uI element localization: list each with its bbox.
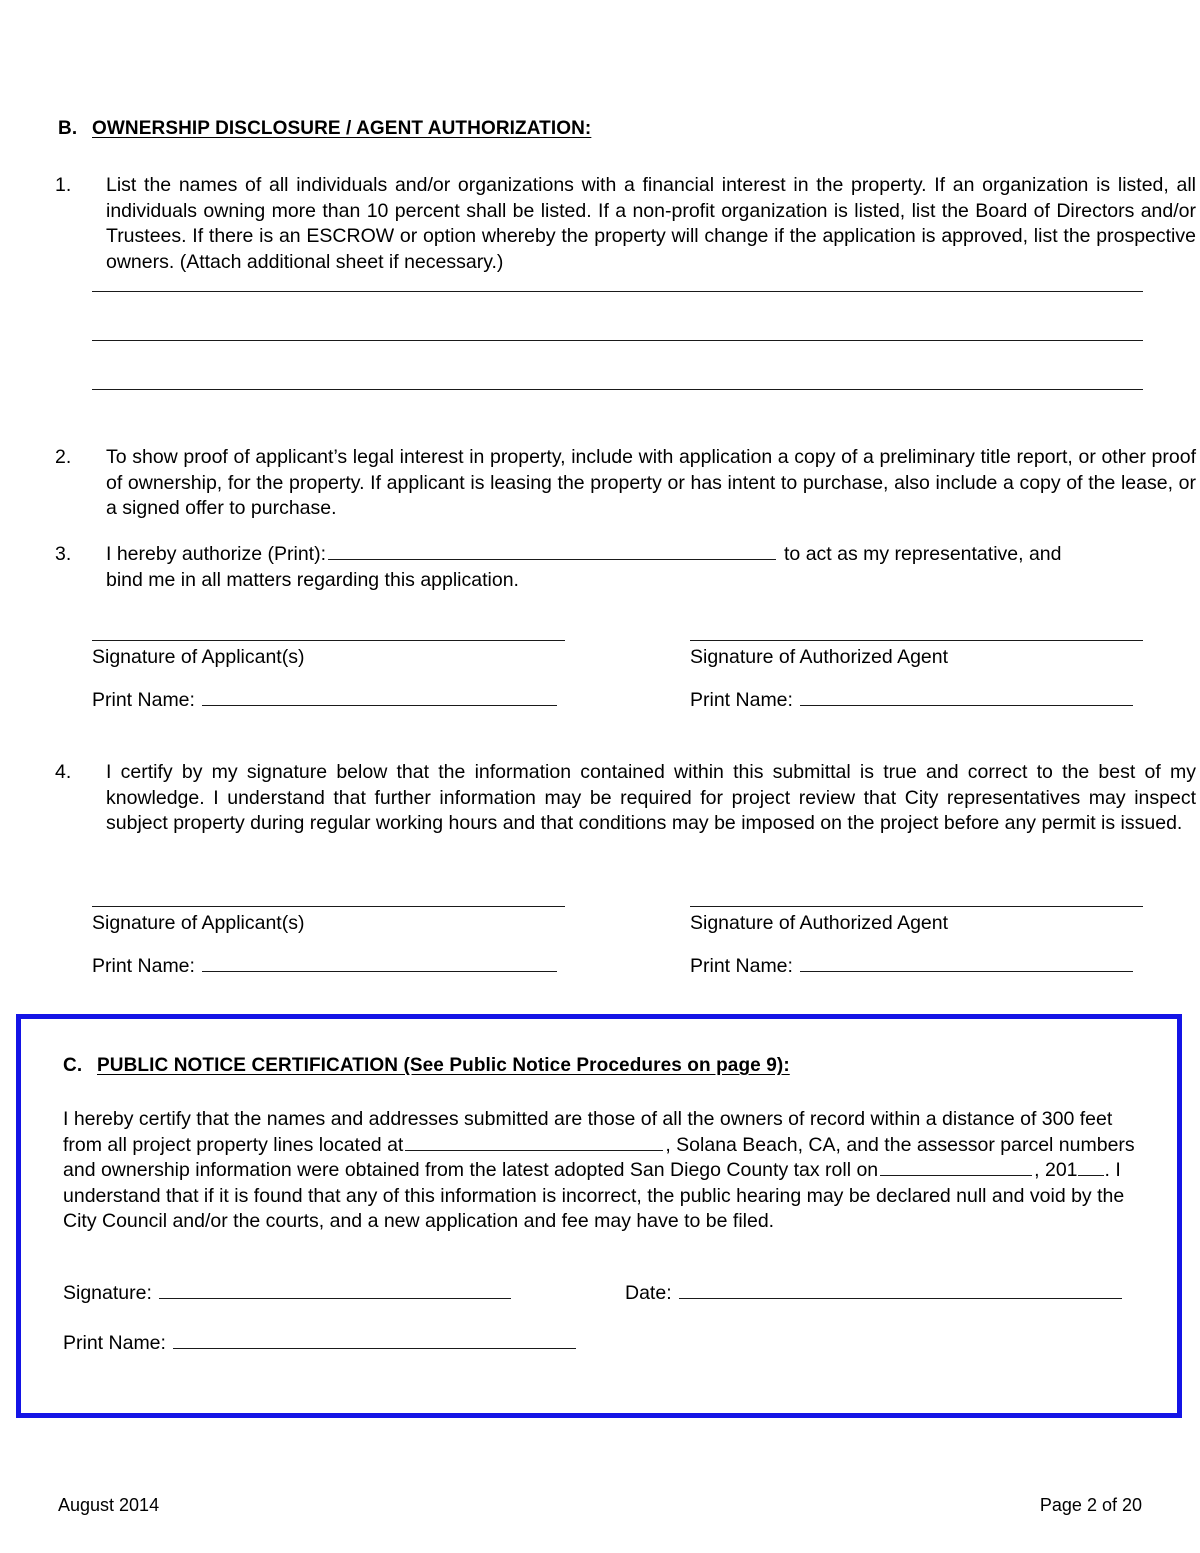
sig1-left-print-name-blank[interactable] [202,688,557,706]
section-c-container [16,1014,1182,1418]
property-location-blank[interactable] [405,1133,663,1151]
section-b-title: OWNERSHIP DISCLOSURE / AGENT AUTHORIZATION: [92,118,592,139]
section-b-item-2-text: To show proof of applicant’s legal interest in property, include with application a copy of a preliminary title report, or other proof of ownership, for the property. If applicant is leasing the property or has intent to purchase, also include a copy of the lease, or a signed offer to purchase. [106,446,1196,519]
section-c-date-row [625,1281,1124,1305]
sig2-left-print-name [92,954,559,978]
sig2-left-print-name-blank[interactable] [202,954,557,972]
sig2-left-signature-line[interactable] [92,906,565,907]
section-c-body-part-2: , Solana Beach, CA, and the assessor parcel numbers and ownership information were obtained from the latest adopted San Diego County tax roll on [63,1133,1135,1181]
section-b-heading [58,118,591,140]
sig2-right-signature-label: Signature of Authorized Agent [690,912,949,934]
sig2-right-print-name [690,954,1135,978]
section-c-heading [63,1055,790,1077]
sig1-right-print-name-label: Print Name: [690,689,793,711]
section-c-signature-row [63,1281,513,1305]
sig2-right-print-name-blank[interactable] [800,954,1133,972]
tax-roll-year-blank[interactable] [1078,1158,1104,1176]
authorize-print-name-blank[interactable] [328,542,776,560]
tax-roll-date-blank[interactable] [880,1158,1032,1176]
section-b-item-3-line-2: bind me in all matters regarding this application. [106,568,519,591]
sig1-left-signature-label: Signature of Applicant(s) [92,646,305,668]
section-b-item-2-number: 2. [55,446,72,468]
sig1-right-print-name-blank[interactable] [800,688,1133,706]
section-c-title: PUBLIC NOTICE CERTIFICATION (See Public Notice Procedures on page 9): [97,1055,790,1076]
section-b-item-3-text-before: I hereby authorize (Print): [106,543,327,565]
answer-line-2[interactable] [92,340,1143,341]
section-b-item-4 [55,760,1196,837]
section-b-item-4-number: 4. [55,761,72,783]
section-b-item-1 [55,173,1196,275]
section-c-body-part-1: I hereby certify that the names and addresses submitted are those of all the owners of record within a distance of 300 feet from all project property lines located at [63,1108,1113,1156]
section-c-body [63,1107,1149,1235]
section-b-item-2 [55,445,1196,522]
section-c-date-label: Date: [625,1282,672,1304]
section-b-letter: B. [58,118,78,139]
section-c-signature-blank[interactable] [159,1281,511,1299]
section-c-letter: C. [63,1055,83,1076]
sig1-left-signature-line[interactable] [92,640,565,641]
sig1-left-print-name [92,688,559,712]
answer-line-1[interactable] [92,291,1143,292]
sig2-right-signature-line[interactable] [690,906,1143,907]
section-b-item-4-text: I certify by my signature below that the information contained within this submittal is true and correct to the best of my knowledge. I understand that further information may be required for project review that City representatives may inspect subject property during regular working hours and that conditions may be imposed on the project before any permit is issued. [106,761,1196,834]
section-c-print-name-blank[interactable] [173,1331,576,1349]
sig2-left-signature-label: Signature of Applicant(s) [92,912,305,934]
sig1-right-signature-line[interactable] [690,640,1143,641]
sig2-left-print-name-label: Print Name: [92,955,195,977]
section-c-body-part-4: . I understand that if it is found that any of this information is incorrect, the public hearing may be declared null and void by the City Council and/or the courts, and a new application and fee may have to be filed. [63,1159,1125,1232]
footer-page-number: Page 2 of 20 [1039,1495,1142,1515]
section-c-print-name-row [63,1331,578,1355]
footer-date: August 2014 [58,1495,160,1515]
section-c-print-name-label: Print Name: [63,1332,166,1354]
section-c-body-part-3: , 201 [1034,1159,1078,1181]
section-b-item-3-number: 3. [55,543,72,565]
section-b-item-3 [55,542,1196,593]
sig1-right-print-name [690,688,1135,712]
sig2-right-print-name-label: Print Name: [690,955,793,977]
section-b-item-1-text: List the names of all individuals and/or organizations with a financial interest in the property. If an organization is listed, all individuals owning more than 10 percent shall be listed. If a non-profit organization is listed, list the Board of Directors and/or Trustees. If there is an ESCROW or option whereby the property will change if the application is approved, list the prospective owners. (Attach additional sheet if necessary.) [106,174,1196,273]
answer-line-3[interactable] [92,389,1143,390]
sig1-left-print-name-label: Print Name: [92,689,195,711]
section-c-signature-label: Signature: [63,1282,152,1304]
section-b-item-1-number: 1. [55,174,72,196]
sig1-right-signature-label: Signature of Authorized Agent [690,646,949,668]
section-b-item-3-line-1 [106,542,1196,568]
section-c-date-blank[interactable] [679,1281,1122,1299]
section-b-item-3-text-after: to act as my representative, and [784,543,1062,565]
